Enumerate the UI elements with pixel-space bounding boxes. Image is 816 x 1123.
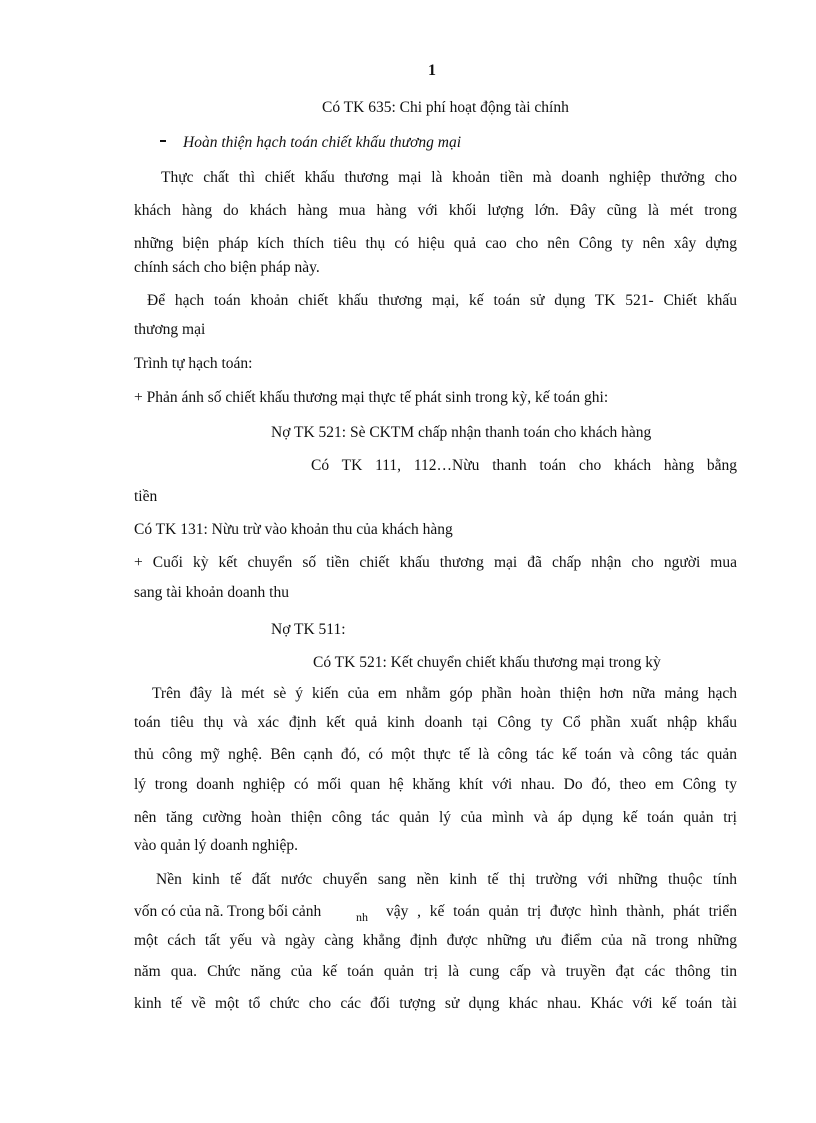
credit-entry-521: Có TK 521: Kết chuyển chiết khấu thương mại trong kỳ bbox=[313, 654, 661, 671]
paragraph-line: kinh tế về một tổ chức cho các đối tượng sử dụng khác nhau. Khác với kế toán tài bbox=[134, 995, 737, 1012]
paragraph-line: sang tài khoản doanh thu bbox=[134, 584, 289, 601]
paragraph-line: Trên đây là mét sè ý kiến của em nhằm góp phần hoàn thiện hơn nữa mảng hạch bbox=[152, 685, 737, 702]
paragraph-line: vậy , kế toán quản trị được hình thành, phát triển bbox=[386, 903, 737, 920]
credit-entry-131: Có TK 131: Nừu trừ vào khoản thu của khách hàng bbox=[134, 521, 453, 538]
bullet-dash-icon bbox=[160, 140, 166, 142]
paragraph-line: lý trong doanh nghiệp có mối quan hệ khăng khít với nhau. Do đó, theo em Công ty bbox=[134, 776, 737, 793]
paragraph-line: năm qua. Chức năng của kế toán quản trị là cung cấp và truyền đạt các thông tin bbox=[134, 963, 737, 980]
debit-entry-521: Nợ TK 521: Sè CKTM chấp nhận thanh toán cho khách hàng bbox=[271, 424, 652, 441]
paragraph-fragment bbox=[356, 902, 368, 922]
paragraph-line: tiền bbox=[134, 488, 158, 505]
paragraph-line: + Phản ánh số chiết khấu thương mại thực tế phát sinh trong kỳ, kế toán ghi: bbox=[134, 389, 609, 406]
paragraph-line: Để hạch toán khoản chiết khấu thương mại, kế toán sử dụng TK 521- Chiết khấu bbox=[147, 292, 737, 309]
paragraph-line: Nền kinh tế đất nước chuyển sang nền kinh tế thị trường với những thuộc tính bbox=[156, 871, 737, 888]
paragraph-line: toán tiêu thụ và xác định kết quả kinh doanh tại Công ty Cổ phần xuất nhập khẩu bbox=[134, 714, 737, 731]
paragraph-line: vốn có của nã. Trong bối cảnh bbox=[134, 903, 322, 920]
paragraph-line: chính sách cho biện pháp này. bbox=[134, 259, 320, 276]
section-heading: Hoàn thiện hạch toán chiết khấu thương mại bbox=[183, 134, 462, 151]
paragraph-line: thương mại bbox=[134, 321, 206, 338]
debit-entry-511: Nợ TK 511: bbox=[271, 621, 346, 638]
credit-entry-111-112: Có TK 111, 112…Nừu thanh toán cho khách hàng bằng bbox=[311, 457, 737, 474]
paragraph-line: một cách tất yếu và ngày càng khẳng định được những ưu điểm của nã trong những bbox=[134, 932, 737, 949]
paragraph-line: + Cuối kỳ kết chuyển số tiền chiết khấu thương mại đã chấp nhận cho người mua bbox=[134, 554, 737, 571]
subscript-text: nh bbox=[356, 910, 368, 924]
credit-entry-635: Có TK 635: Chi phí hoạt động tài chính bbox=[322, 99, 569, 116]
paragraph-line: Trình tự hạch toán: bbox=[134, 355, 253, 372]
paragraph-line: Thực chất thì chiết khấu thương mại là khoản tiền mà doanh nghiệp thưởng cho bbox=[161, 169, 737, 186]
paragraph-line: khách hàng do khách hàng mua hàng với khối lượng lớn. Đây cũng là mét trong bbox=[134, 202, 737, 219]
paragraph-line: thủ công mỹ nghệ. Bên cạnh đó, có một thực tế là công tác kế toán và công tác quản bbox=[134, 746, 737, 763]
page-number: 1 bbox=[428, 62, 436, 79]
paragraph-line: nên tăng cường hoàn thiện công tác quản lý của mình và áp dụng kế toán quản trị bbox=[134, 809, 737, 826]
paragraph-line: vào quản lý doanh nghiệp. bbox=[134, 837, 299, 854]
paragraph-line: những biện pháp kích thích tiêu thụ có hiệu quả cao cho nên Công ty nên xây dựng bbox=[134, 235, 737, 252]
